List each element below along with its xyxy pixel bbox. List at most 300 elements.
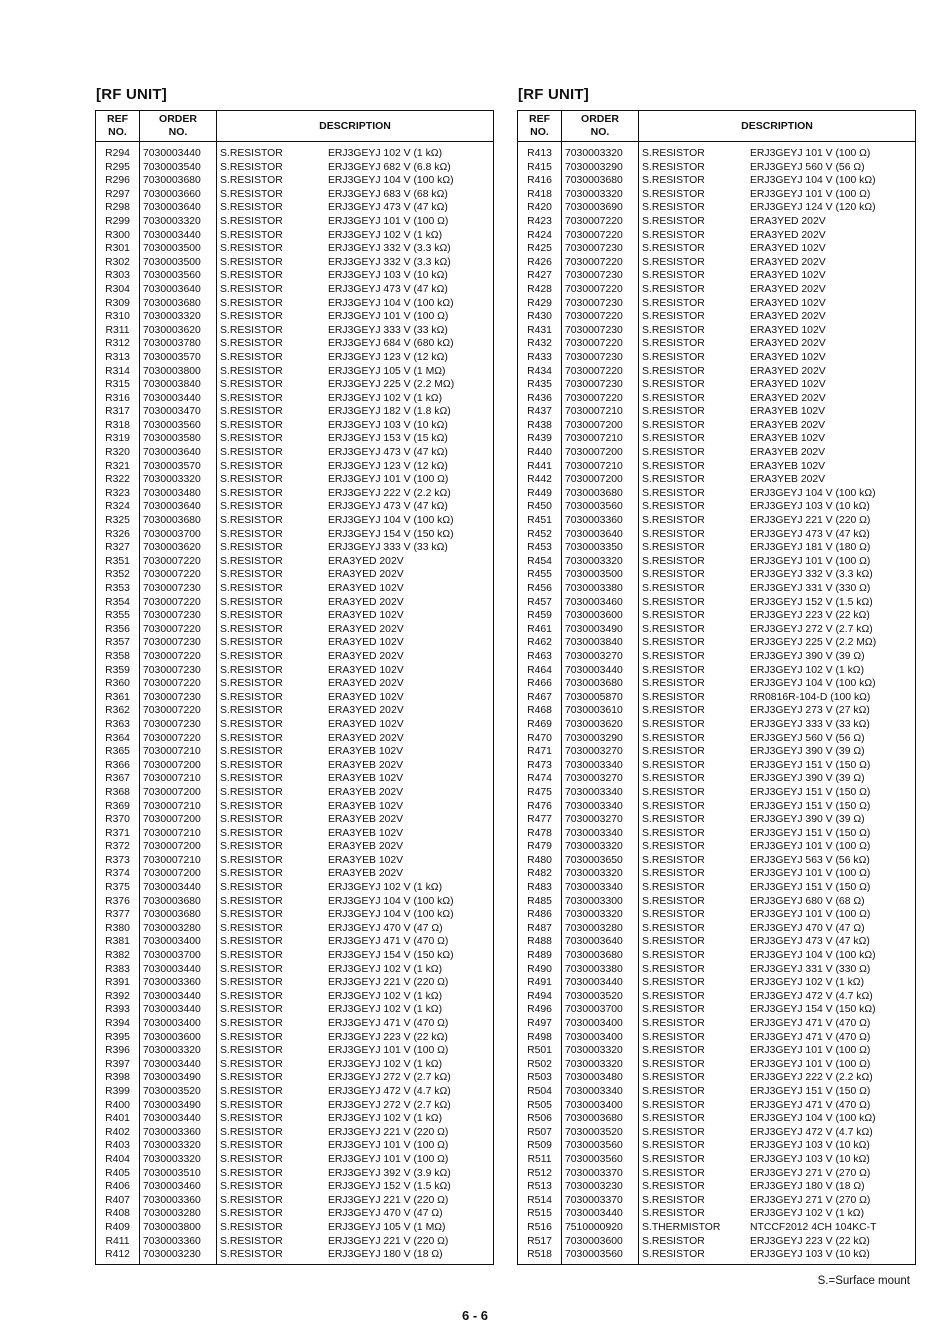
order-no-cell: 7030003320 bbox=[562, 1044, 639, 1058]
part-type: S.RESISTOR bbox=[220, 542, 283, 554]
part-type: S.RESISTOR bbox=[220, 1221, 283, 1233]
part-type: S.RESISTOR bbox=[642, 474, 705, 486]
description-cell bbox=[217, 1139, 494, 1153]
part-type: S.RESISTOR bbox=[642, 1018, 705, 1029]
ref-no-cell: R462 bbox=[518, 636, 562, 650]
part-type: S.RESISTOR bbox=[642, 814, 705, 826]
ref-no-cell: R320 bbox=[96, 446, 140, 460]
ref-no-cell: R409 bbox=[96, 1221, 140, 1235]
part-type: S.RESISTOR bbox=[642, 1167, 705, 1179]
order-no-cell: 7030003370 bbox=[562, 1194, 639, 1208]
ref-no-cell: R430 bbox=[518, 310, 562, 324]
order-no-cell: 7030003490 bbox=[562, 623, 639, 637]
part-spec: ERA3YED 202V bbox=[328, 705, 404, 717]
part-spec: ERJ3GEYJ 472 V (4.7 kΩ) bbox=[328, 1085, 451, 1097]
order-no-cell: 7030003440 bbox=[140, 990, 217, 1004]
ref-no-cell: R393 bbox=[96, 1003, 140, 1017]
part-type: S.RESISTOR bbox=[220, 868, 283, 880]
description-cell bbox=[217, 528, 494, 542]
part-spec: ERA3YED 202V bbox=[328, 732, 404, 744]
order-no-cell: 7030003640 bbox=[562, 528, 639, 542]
part-spec: ERJ3GEYJ 332 V (3.3 kΩ) bbox=[750, 569, 873, 581]
description-cell bbox=[217, 840, 494, 854]
ref-no-cell: R436 bbox=[518, 392, 562, 406]
part-type: S.RESISTOR bbox=[642, 243, 705, 255]
left-unit-title: [RF UNIT] bbox=[96, 86, 167, 103]
order-no-cell: 7030003270 bbox=[562, 813, 639, 827]
part-spec: ERJ3GEYJ 102 V (1 kΩ) bbox=[328, 1113, 443, 1125]
ref-no-cell: R466 bbox=[518, 677, 562, 691]
description-cell bbox=[217, 1112, 494, 1126]
order-no-cell: 7030007230 bbox=[562, 297, 639, 311]
table-row bbox=[96, 1153, 494, 1167]
ref-no-cell: R429 bbox=[518, 297, 562, 311]
ref-no-cell: R321 bbox=[96, 460, 140, 474]
part-type: S.RESISTOR bbox=[220, 1085, 283, 1097]
ref-no-cell: R501 bbox=[518, 1044, 562, 1058]
ref-no-cell: R468 bbox=[518, 704, 562, 718]
part-spec: ERA3YEB 102V bbox=[328, 854, 404, 866]
description-cell bbox=[639, 541, 916, 555]
part-type: S.RESISTOR bbox=[220, 610, 283, 622]
order-no-cell: 7030007200 bbox=[562, 446, 639, 460]
part-spec: ERJ3GEYJ 104 V (100 kΩ) bbox=[750, 678, 876, 690]
part-type: S.RESISTOR bbox=[642, 664, 705, 676]
part-spec: ERJ3GEYJ 123 V (12 kΩ) bbox=[328, 351, 448, 363]
table-row bbox=[96, 1003, 494, 1017]
table-row bbox=[518, 365, 916, 379]
description-cell bbox=[639, 283, 916, 297]
order-no-cell: 7030007210 bbox=[562, 405, 639, 419]
part-type: S.RESISTOR bbox=[642, 447, 705, 459]
table-row bbox=[96, 568, 494, 582]
table-row bbox=[96, 1180, 494, 1194]
ref-no-cell: R369 bbox=[96, 800, 140, 814]
order-no-cell: 7030007200 bbox=[140, 867, 217, 881]
part-spec: ERJ3GEYJ 223 V (22 kΩ) bbox=[750, 1235, 870, 1247]
table-row bbox=[96, 596, 494, 610]
ref-no-cell: R322 bbox=[96, 473, 140, 487]
description-cell bbox=[639, 636, 916, 650]
ref-no-cell: R459 bbox=[518, 609, 562, 623]
table-row bbox=[518, 1235, 916, 1249]
description-cell bbox=[217, 142, 494, 161]
table-row bbox=[518, 161, 916, 175]
table-row bbox=[518, 201, 916, 215]
part-spec: ERJ3GEYJ 332 V (3.3 kΩ) bbox=[328, 256, 451, 268]
part-type: S.RESISTOR bbox=[642, 841, 705, 853]
description-cell bbox=[639, 473, 916, 487]
ref-no-cell: R326 bbox=[96, 528, 140, 542]
part-spec: ERJ3GEYJ 101 V (100 Ω) bbox=[750, 148, 871, 159]
ref-no-cell: R442 bbox=[518, 473, 562, 487]
description-cell bbox=[217, 297, 494, 311]
part-spec: ERJ3GEYJ 102 V (1 kΩ) bbox=[328, 229, 443, 241]
order-no-cell: 7030003690 bbox=[562, 201, 639, 215]
description-cell bbox=[217, 827, 494, 841]
table-row bbox=[518, 1248, 916, 1264]
order-no-cell: 7030003440 bbox=[140, 1058, 217, 1072]
part-type: S.RESISTOR bbox=[220, 759, 283, 771]
part-type: S.RESISTOR bbox=[220, 1072, 283, 1084]
part-type: S.RESISTOR bbox=[642, 161, 705, 173]
ref-no-cell: R482 bbox=[518, 867, 562, 881]
ref-no-cell: R423 bbox=[518, 215, 562, 229]
part-spec: ERJ3GEYJ 471 V (470 Ω) bbox=[750, 1031, 871, 1043]
order-no-cell: 7030003460 bbox=[140, 1180, 217, 1194]
order-no-cell: 7030007230 bbox=[140, 691, 217, 705]
part-type: S.RESISTOR bbox=[642, 596, 705, 608]
part-type: S.RESISTOR bbox=[642, 786, 705, 798]
part-spec: ERJ3GEYJ 272 V (2.7 kΩ) bbox=[328, 1072, 451, 1084]
ref-no-cell: R398 bbox=[96, 1071, 140, 1085]
ref-no-cell: R370 bbox=[96, 813, 140, 827]
order-no-cell: 7030003640 bbox=[140, 283, 217, 297]
table-row bbox=[96, 188, 494, 202]
description-cell bbox=[639, 800, 916, 814]
order-no-cell: 7030003620 bbox=[140, 324, 217, 338]
order-no-cell: 7030003380 bbox=[562, 582, 639, 596]
description-cell bbox=[639, 174, 916, 188]
part-spec: ERJ3GEYJ 180 V (18 Ω) bbox=[750, 1181, 865, 1193]
table-row bbox=[518, 786, 916, 800]
ref-no-cell: R319 bbox=[96, 432, 140, 446]
table-row bbox=[96, 718, 494, 732]
part-type: S.RESISTOR bbox=[642, 1208, 705, 1220]
table-row bbox=[518, 813, 916, 827]
table-row bbox=[96, 827, 494, 841]
ref-no-cell: R359 bbox=[96, 664, 140, 678]
part-type: S.RESISTOR bbox=[642, 1058, 705, 1070]
table-row bbox=[518, 256, 916, 270]
order-no-cell: 7030003780 bbox=[140, 337, 217, 351]
part-spec: ERA3YED 202V bbox=[328, 623, 404, 635]
part-spec: ERA3YEB 202V bbox=[328, 868, 404, 880]
order-no-cell: 7030007230 bbox=[140, 718, 217, 732]
table-row bbox=[518, 174, 916, 188]
ref-no-cell: R397 bbox=[96, 1058, 140, 1072]
part-spec: ERJ3GEYJ 102 V (1 kΩ) bbox=[328, 1058, 443, 1070]
part-type: S.RESISTOR bbox=[642, 936, 705, 948]
table-row bbox=[518, 337, 916, 351]
ref-no-cell: R513 bbox=[518, 1180, 562, 1194]
ref-no-cell: R435 bbox=[518, 378, 562, 392]
part-type: S.RESISTOR bbox=[220, 324, 283, 336]
order-no-cell: 7030003470 bbox=[140, 405, 217, 419]
part-spec: ERJ3GEYJ 124 V (120 kΩ) bbox=[750, 202, 876, 214]
description-cell bbox=[639, 623, 916, 637]
part-type: S.RESISTOR bbox=[220, 528, 283, 540]
description-cell bbox=[217, 813, 494, 827]
table-row bbox=[518, 908, 916, 922]
part-type: S.RESISTOR bbox=[642, 759, 705, 771]
order-no-cell: 7030003320 bbox=[140, 310, 217, 324]
part-type: S.RESISTOR bbox=[220, 678, 283, 690]
table-row bbox=[96, 405, 494, 419]
part-type: S.RESISTOR bbox=[642, 256, 705, 268]
ref-no-cell: R301 bbox=[96, 242, 140, 256]
description-cell bbox=[217, 460, 494, 474]
order-no-cell: 7030003320 bbox=[140, 1153, 217, 1167]
ref-no-cell: R415 bbox=[518, 161, 562, 175]
part-type: S.RESISTOR bbox=[642, 732, 705, 744]
order-no-cell: 7030007230 bbox=[562, 269, 639, 283]
ref-no-cell: R309 bbox=[96, 297, 140, 311]
ref-no-cell: R461 bbox=[518, 623, 562, 637]
part-type: S.RESISTOR bbox=[642, 1113, 705, 1125]
part-type: S.RESISTOR bbox=[642, 1235, 705, 1247]
ref-no-cell: R374 bbox=[96, 867, 140, 881]
part-spec: ERJ3GEYJ 101 V (100 Ω) bbox=[750, 1045, 871, 1057]
part-type: S.RESISTOR bbox=[642, 392, 705, 404]
description-cell bbox=[639, 310, 916, 324]
ref-no-cell: R357 bbox=[96, 636, 140, 650]
table-row bbox=[518, 1167, 916, 1181]
description-cell bbox=[217, 1126, 494, 1140]
part-type: S.RESISTOR bbox=[642, 950, 705, 962]
part-type: S.RESISTOR bbox=[220, 950, 283, 962]
part-type: S.RESISTOR bbox=[220, 1181, 283, 1193]
part-type: S.RESISTOR bbox=[642, 555, 705, 567]
part-spec: ERJ3GEYJ 152 V (1.5 kΩ) bbox=[750, 596, 873, 608]
table-row bbox=[96, 473, 494, 487]
part-type: S.RESISTOR bbox=[642, 419, 705, 431]
ref-no-cell: R315 bbox=[96, 378, 140, 392]
page-number: 6 - 6 bbox=[461, 1308, 488, 1323]
part-type: S.RESISTOR bbox=[220, 188, 283, 200]
order-no-cell: 7030003620 bbox=[140, 541, 217, 555]
ref-no-cell: R491 bbox=[518, 976, 562, 990]
part-spec: ERJ3GEYJ 101 V (100 Ω) bbox=[328, 311, 449, 323]
part-type: S.RESISTOR bbox=[220, 379, 283, 391]
order-no-cell: 7030003680 bbox=[562, 1112, 639, 1126]
ref-no-cell: R416 bbox=[518, 174, 562, 188]
ref-no-cell: R313 bbox=[96, 351, 140, 365]
ref-no-cell: R483 bbox=[518, 881, 562, 895]
order-no-cell: 7030003400 bbox=[140, 1017, 217, 1031]
part-spec: ERA3YEB 202V bbox=[328, 841, 404, 853]
ref-no-cell: R453 bbox=[518, 541, 562, 555]
table-row bbox=[518, 867, 916, 881]
ref-no-cell: R365 bbox=[96, 745, 140, 759]
description-cell bbox=[639, 1139, 916, 1153]
part-spec: ERJ3GEYJ 123 V (12 kΩ) bbox=[328, 460, 448, 472]
part-spec: ERA3YEB 202V bbox=[328, 759, 404, 771]
part-spec: ERJ3GEYJ 104 V (100 kΩ) bbox=[750, 487, 876, 499]
table-row bbox=[96, 419, 494, 433]
order-no-cell: 7030003320 bbox=[562, 555, 639, 569]
description-cell bbox=[217, 704, 494, 718]
description-cell bbox=[639, 1221, 916, 1235]
ref-no-cell: R478 bbox=[518, 827, 562, 841]
part-type: S.RESISTOR bbox=[642, 460, 705, 472]
description-cell bbox=[639, 786, 916, 800]
ref-no-cell: R303 bbox=[96, 269, 140, 283]
order-no-cell: 7030003290 bbox=[562, 732, 639, 746]
part-spec: ERJ3GEYJ 223 V (22 kΩ) bbox=[750, 610, 870, 622]
table-row bbox=[518, 378, 916, 392]
table-row bbox=[96, 786, 494, 800]
ref-no-cell: R296 bbox=[96, 174, 140, 188]
description-cell bbox=[217, 188, 494, 202]
description-cell bbox=[217, 881, 494, 895]
part-type: S.RESISTOR bbox=[220, 256, 283, 268]
table-row bbox=[518, 242, 916, 256]
part-type: S.RESISTOR bbox=[220, 746, 283, 758]
part-spec: ERJ3GEYJ 331 V (330 Ω) bbox=[750, 963, 871, 975]
part-type: S.RESISTOR bbox=[642, 1194, 705, 1206]
table-row bbox=[96, 365, 494, 379]
table-row bbox=[96, 963, 494, 977]
ref-no-cell: R351 bbox=[96, 555, 140, 569]
table-row bbox=[96, 1126, 494, 1140]
table-row bbox=[518, 1044, 916, 1058]
table-row bbox=[518, 596, 916, 610]
ref-no-cell: R383 bbox=[96, 963, 140, 977]
part-spec: ERA3YED 202V bbox=[328, 678, 404, 690]
order-no-cell: 7030007210 bbox=[140, 827, 217, 841]
ref-no-cell: R299 bbox=[96, 215, 140, 229]
ref-no-header: REF NO. bbox=[518, 111, 562, 142]
part-spec: ERJ3GEYJ 682 V (6.8 kΩ) bbox=[328, 161, 451, 173]
table-row bbox=[96, 949, 494, 963]
part-type: S.RESISTOR bbox=[220, 596, 283, 608]
description-cell bbox=[639, 1194, 916, 1208]
description-cell bbox=[639, 772, 916, 786]
part-spec: ERJ3GEYJ 104 V (100 kΩ) bbox=[750, 950, 876, 962]
order-no-cell: 7030003360 bbox=[140, 976, 217, 990]
part-type: S.RESISTOR bbox=[220, 786, 283, 798]
ref-no-cell: R476 bbox=[518, 800, 562, 814]
table-row bbox=[518, 541, 916, 555]
ref-no-cell: R452 bbox=[518, 528, 562, 542]
part-spec: ERJ3GEYJ 390 V (39 Ω) bbox=[750, 773, 865, 785]
part-type: S.THERMISTOR bbox=[642, 1221, 721, 1233]
table-row bbox=[518, 473, 916, 487]
part-spec: ERJ3GEYJ 181 V (180 Ω) bbox=[750, 542, 871, 554]
right-unit-title: [RF UNIT] bbox=[518, 86, 589, 103]
part-type: S.RESISTOR bbox=[220, 175, 283, 187]
table-row bbox=[518, 1207, 916, 1221]
part-spec: ERJ3GEYJ 102 V (1 kΩ) bbox=[750, 664, 865, 676]
table-row bbox=[96, 161, 494, 175]
ref-no-cell: R304 bbox=[96, 283, 140, 297]
part-type: S.RESISTOR bbox=[220, 922, 283, 934]
order-no-cell: 7030003680 bbox=[140, 174, 217, 188]
order-no-cell: 7030003380 bbox=[562, 963, 639, 977]
description-cell bbox=[639, 215, 916, 229]
table-row bbox=[96, 908, 494, 922]
order-no-cell: 7030003600 bbox=[562, 1235, 639, 1249]
part-spec: ERJ3GEYJ 470 V (47 Ω) bbox=[328, 922, 443, 934]
table-row bbox=[518, 854, 916, 868]
order-no-cell: 7030003230 bbox=[562, 1180, 639, 1194]
table-row bbox=[96, 1235, 494, 1249]
ref-no-cell: R300 bbox=[96, 229, 140, 243]
order-no-cell: 7030007230 bbox=[140, 664, 217, 678]
description-cell bbox=[217, 1221, 494, 1235]
order-no-cell: 7030007220 bbox=[140, 677, 217, 691]
order-no-cell: 7030003320 bbox=[140, 215, 217, 229]
part-type: S.RESISTOR bbox=[220, 1126, 283, 1138]
ref-no-cell: R368 bbox=[96, 786, 140, 800]
part-spec: ERJ3GEYJ 560 V (56 Ω) bbox=[750, 161, 865, 173]
part-spec: ERJ3GEYJ 223 V (22 kΩ) bbox=[328, 1031, 448, 1043]
order-no-cell: 7030005870 bbox=[562, 691, 639, 705]
part-spec: ERJ3GEYJ 333 V (33 kΩ) bbox=[328, 542, 448, 554]
part-spec: ERJ3GEYJ 471 V (470 Ω) bbox=[328, 1018, 449, 1029]
part-spec: ERA3YED 102V bbox=[750, 379, 826, 391]
table-row bbox=[96, 623, 494, 637]
description-cell bbox=[639, 1167, 916, 1181]
part-type: S.RESISTOR bbox=[642, 922, 705, 934]
table-row bbox=[518, 963, 916, 977]
table-row bbox=[96, 446, 494, 460]
description-cell bbox=[639, 432, 916, 446]
part-type: S.RESISTOR bbox=[220, 963, 283, 975]
left-parts-panel bbox=[95, 110, 494, 1265]
description-cell bbox=[217, 1017, 494, 1031]
part-spec: ERA3YEB 102V bbox=[750, 460, 826, 472]
description-cell bbox=[217, 283, 494, 297]
part-type: S.RESISTOR bbox=[220, 487, 283, 499]
part-spec: ERJ3GEYJ 470 V (47 Ω) bbox=[328, 1208, 443, 1220]
description-cell bbox=[217, 677, 494, 691]
description-cell bbox=[639, 1248, 916, 1264]
ref-no-cell: R505 bbox=[518, 1099, 562, 1113]
ref-no-cell: R516 bbox=[518, 1221, 562, 1235]
order-no-cell: 7030003800 bbox=[140, 1221, 217, 1235]
part-spec: ERA3YED 202V bbox=[328, 555, 404, 567]
description-cell bbox=[639, 1180, 916, 1194]
part-spec: ERJ3GEYJ 331 V (330 Ω) bbox=[750, 583, 871, 594]
description-header: DESCRIPTION bbox=[217, 111, 494, 142]
ref-no-cell: R489 bbox=[518, 949, 562, 963]
part-spec: ERA3YED 102V bbox=[750, 270, 826, 282]
part-type: S.RESISTOR bbox=[220, 732, 283, 744]
description-cell bbox=[639, 1085, 916, 1099]
table-row bbox=[518, 446, 916, 460]
order-no-cell: 7030003700 bbox=[562, 1003, 639, 1017]
table-row bbox=[96, 609, 494, 623]
part-type: S.RESISTOR bbox=[220, 1140, 283, 1152]
surface-mount-note: S.=Surface mount bbox=[817, 1275, 910, 1287]
part-type: S.RESISTOR bbox=[642, 1085, 705, 1097]
ref-no-cell: R498 bbox=[518, 1031, 562, 1045]
table-row bbox=[518, 895, 916, 909]
ref-no-cell: R467 bbox=[518, 691, 562, 705]
part-type: S.RESISTOR bbox=[220, 1194, 283, 1206]
part-spec: ERA3YED 202V bbox=[328, 569, 404, 581]
order-no-cell: 7030003680 bbox=[140, 895, 217, 909]
table-row bbox=[518, 1221, 916, 1235]
part-spec: ERJ3GEYJ 151 V (150 Ω) bbox=[750, 759, 871, 771]
part-spec: ERJ3GEYJ 152 V (1.5 kΩ) bbox=[328, 1181, 451, 1193]
order-no-cell: 7030003340 bbox=[562, 881, 639, 895]
part-type: S.RESISTOR bbox=[220, 474, 283, 486]
table-row bbox=[96, 283, 494, 297]
order-no-cell: 7030007210 bbox=[140, 854, 217, 868]
order-no-cell: 7030003270 bbox=[562, 745, 639, 759]
order-no-cell: 7030003680 bbox=[140, 297, 217, 311]
part-type: S.RESISTOR bbox=[220, 229, 283, 241]
table-row bbox=[518, 1031, 916, 1045]
ref-no-cell: R295 bbox=[96, 161, 140, 175]
description-cell bbox=[217, 555, 494, 569]
table-row bbox=[96, 528, 494, 542]
table-row bbox=[518, 718, 916, 732]
description-cell bbox=[639, 297, 916, 311]
